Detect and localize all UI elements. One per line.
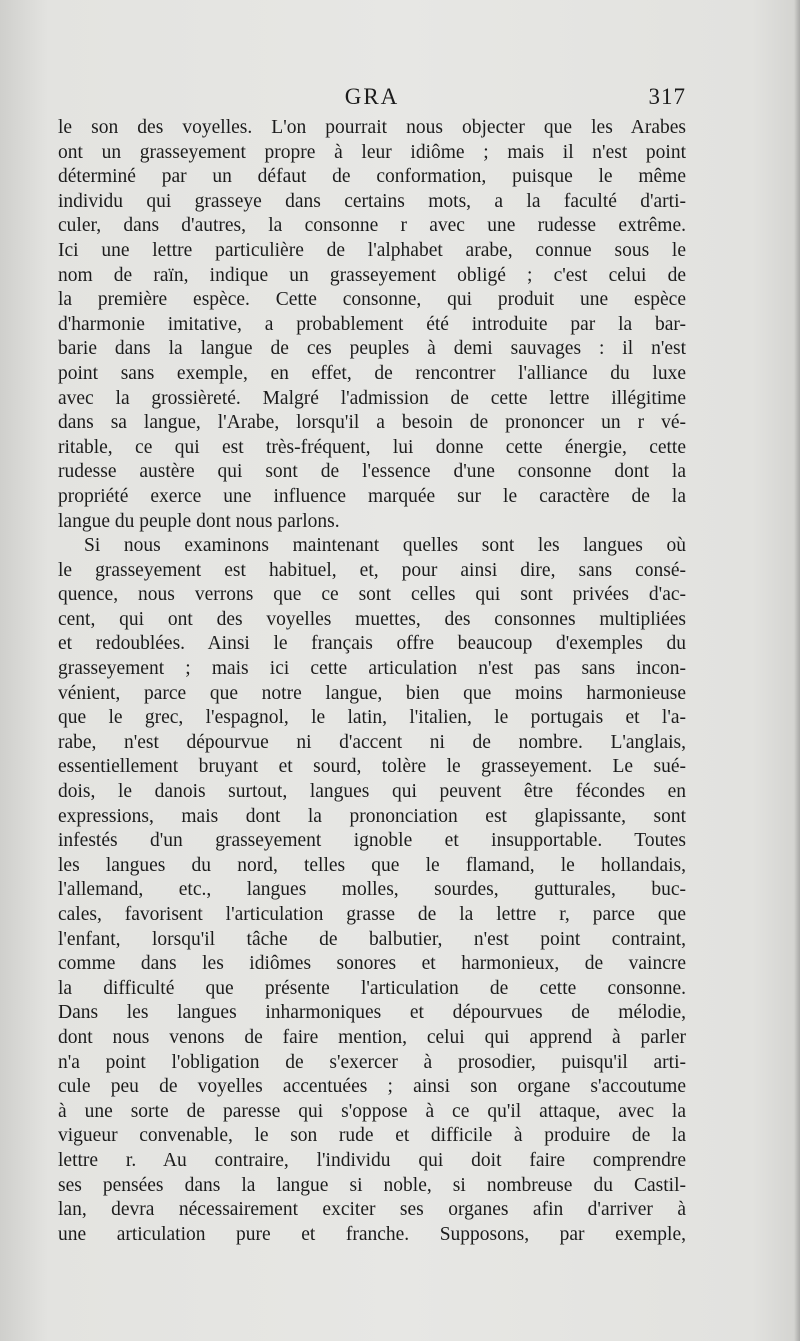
text-line: Ici une lettre particulière de l'alphabet arabe, connue sous le (58, 239, 686, 261)
text-line: vénient, parce que notre langue, bien que moins harmonieuse (58, 682, 686, 704)
text-line: d'harmonie imitative, a probablement été introduite par la bar- (58, 313, 686, 335)
text-line: l'allemand, etc., langues molles, sourdes, gutturales, buc- (58, 879, 686, 901)
text-line: et redoublées. Ainsi le français offre beaucoup d'exemples du (58, 633, 686, 655)
text-line: infestés d'un grasseyement ignoble et insupportable. Toutes (58, 830, 686, 852)
text-line: n'a point l'obligation de s'exercer à prosodier, puisqu'il arti- (58, 1051, 686, 1073)
page-number: 317 (648, 84, 686, 109)
text-line: rabe, n'est dépourvue ni d'accent ni de nombre. L'anglais, (58, 731, 686, 753)
text-line: dont nous venons de faire mention, celui qui apprend à parler (58, 1026, 686, 1048)
text-line: dois, le danois surtout, langues qui peuvent être fécondes en (58, 781, 686, 803)
text-line: expressions, mais dont la prononciation est glapissante, sont (58, 805, 686, 827)
text-line: à une sorte de paresse qui s'oppose à ce qu'il attaque, avec la (58, 1100, 686, 1122)
text-line: rudesse austère qui sont de l'essence d'une consonne dont la (58, 461, 686, 483)
body-text (58, 116, 686, 1247)
text-line: dans sa langue, l'Arabe, lorsqu'il a besoin de prononcer un r vé- (58, 412, 686, 434)
text-line: ritable, ce qui est très-fréquent, lui donne cette énergie, cette (58, 436, 686, 458)
paragraph-first-line: Si nous examinons maintenant quelles sont les langues où (84, 535, 686, 557)
text-line: culer, dans d'autres, la consonne r avec une rudesse extrême. (58, 215, 686, 237)
text-line: cule peu de voyelles accentuées ; ainsi son organe s'accoutume (58, 1076, 686, 1098)
text-line: la première espèce. Cette consonne, qui produit une espèce (58, 289, 686, 311)
text-line: Dans les langues inharmoniques et dépourvues de mélodie, (58, 1002, 686, 1024)
text-line: que le grec, l'espagnol, le latin, l'italien, le portugais et l'a- (58, 707, 686, 729)
running-header (58, 84, 686, 114)
text-line: lan, devra nécessairement exciter ses organes afin d'arriver à (58, 1199, 686, 1221)
paragraph-end-line: langue du peuple dont nous parlons. (58, 510, 340, 532)
text-line: vigueur convenable, le son rude et difficile à produire de la (58, 1125, 686, 1147)
text-line: cales, favorisent l'articulation grasse de la lettre r, parce que (58, 904, 686, 925)
text-line: essentiellement bruyant et sourd, tolère le grasseyement. Le sué- (58, 756, 686, 778)
text-line: déterminé par un défaut de conformation, puisque le même (58, 166, 686, 188)
text-line: point sans exemple, en effet, de rencontrer l'alliance du luxe (58, 362, 686, 384)
text-line: grasseyement ; mais ici cette articulation n'est pas sans incon- (58, 658, 686, 680)
text-line: une articulation pure et franche. Supposons, par exemple, (58, 1223, 686, 1245)
text-line: quence, nous verrons que ce sont celles qui sont privées d'ac- (58, 584, 686, 606)
text-line: les langues du nord, telles que le flamand, le hollandais, (58, 854, 686, 876)
text-line: comme dans les idiômes sonores et harmonieux, de vaincre (58, 953, 686, 975)
text-line: cent, qui ont des voyelles muettes, des consonnes multipliées (58, 608, 686, 630)
text-line: barie dans la langue de ces peuples à demi sauvages : il n'est (58, 338, 686, 360)
text-line: l'enfant, lorsqu'il tâche de balbutier, n'est point contraint, (58, 928, 686, 950)
text-line: le grasseyement est habituel, et, pour ainsi dire, sans consé- (58, 559, 686, 581)
text-line: la difficulté que présente l'articulation de cette consonne. (58, 977, 686, 999)
text-line: propriété exerce une influence marquée sur le caractère de la (58, 485, 686, 507)
text-line: ses pensées dans la langue si noble, si nombreuse du Castil- (58, 1174, 686, 1196)
running-title: GRA (344, 84, 400, 109)
text-line: ont un grasseyement propre à leur idiôme ; mais il n'est point (58, 141, 686, 163)
text-line: le son des voyelles. L'on pourrait nous objecter que les Arabes (58, 117, 686, 138)
text-line: avec la grossièreté. Malgré l'admission de cette lettre illégitime (58, 387, 686, 409)
text-line: lettre r. Au contraire, l'individu qui doit faire comprendre (58, 1149, 686, 1171)
page-edge-shadow (794, 0, 800, 1341)
text-line: nom de raïn, indique un grasseyement obligé ; c'est celui de (58, 264, 686, 286)
text-line: individu qui grasseye dans certains mots, a la faculté d'arti- (58, 190, 686, 212)
